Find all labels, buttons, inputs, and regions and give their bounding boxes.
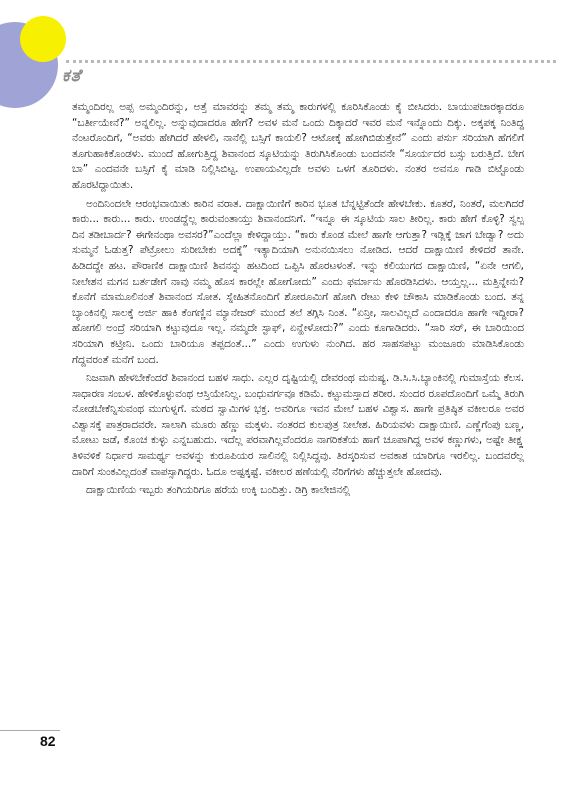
decorative-yellow-circle: [20, 16, 66, 62]
paragraph-2: ಅಂದಿನಿಂದಲೇ ಆರಂಭವಾಯಿತು ಕಾರಿನ ವರಾತ. ದಾಕ್ಷಾಯಿಣಿಗೆ ಕಾರಿನ ಭೂತ ಬೆನ್ನಟ್ಟಿತೆಂದೇ ಹೇಳಬೇಕು. ಕೂತರೆ, ನಿಂತರೆ, ಮಲಗಿದರೆ ಕಾರು... ಕಾರು... ಕಾರು. ಉಂಡದ್ದೆಲ್ಲ ಕಾರುವಂತಾಯ್ತು ಶಿವಾನಂದನಿಗೆ. “ಇನ್ನೂ ಈ ಸ್ಕೂಟಿಯ ಸಾಲ ತೀರಿಲ್ಲ. ಕಾರು ಹೇಗೆ ಕೊಳ್ಳಿ? ಸ್ವಲ್ಪ ದಿನ ತಡೀಬಾರ್ದ? ಈಗೇನಂಥಾ ಅವಸರ?”ಎಂದೆಲ್ಲಾ ಕೇಳಿದ್ದಾಯ್ತು. “ಕಾರು ಕೊಂಡ ಮೇಲೆ ಹಾಗೇ ಆಗುತ್ತಾ? ಇಡ್ಲಿಕ್ಕೆ ಜಾಗ ಬೇಡ್ವಾ? ಅದು ಸುಮ್ಮನೆ ಓಡುತ್ತ? ಪೆಟ್ರೋಲು ಸುರೀಬೇಕು ಅದಕ್ಕೆ” ಇತ್ಯಾದಿಯಾಗಿ ಅನುನಯಿಸಲು ನೋಡಿದ. ಆದರೆ ದಾಕ್ಷಾಯಿಣಿ ಕೇಳಿದರೆ ತಾನೇ. ಹಿಡಿದದ್ದೇ ಹಟ. ಪೌರಾಣಿಕ ದಾಕ್ಷಾಯಿಣಿ ಶಿವನನ್ನು ಹಟದಿಂದ ಒಪ್ಪಿಸಿ ಹೊರಟಳಂತೆ. ಇನ್ನು ಕಲಿಯುಗದ ದಾಕ್ಷಾಯಿಣಿ, “ಏನೇ ಆಗಲಿ, ನೀಲೇಶನ ಮಗನ ಬರ್ತಡೇಗೆ ನಾವು ನಮ್ಮ ಹೊಸ ಕಾರಲ್ಲೇ ಹೋಗೋದು” ಎಂದು ಫರ್ಮಾನು ಹೊರಡಿಸಿದಳು. ಆಯ್ತಲ್ಲ... ಮತ್ತಿನ್ನೇನು? ಕೊನೆಗೆ ಮಾಮೂಲಿನಂತೆ ಶಿವಾನಂದ ಸೋತ. ಸ್ನೇಹಿತನೊಂದಿಗೆ ಶೋರೂಮಿಗೆ ಹೋಗಿ ರೇಟು ಕೇಳಿ ಚೌಕಾಸಿ ಮಾಡಿಕೊಂಡು ಬಂದ. ತನ್ನ ಬ್ಯಾಂಕಿನಲ್ಲಿ ಸಾಲಕ್ಕೆ ಅರ್ಜಿ ಹಾಕಿ ಕೆಂಗಣ್ಣಿನ ಮ್ಯಾನೇಜರ್ ಮುಂದೆ ತಲೆ ತಗ್ಗಿಸಿ ನಿಂತ. “ಏನ್ರೀ, ಸಾಲವಿಲ್ಲದೆ ಎಂದಾದರೂ ಹಾಗೇ ಇದ್ದೀರಾ? ಹೋಗಲಿ ಅಂದ್ರೆ ಸರಿಯಾಗಿ ಕಟ್ಟುವುದೂ ಇಲ್ಲ. ನಮ್ಮದೇ ಸ್ಟಾಫ್, ಏನ್ಹೇಳೋದು?” ಎಂದು ಕೂಗಾಡಿದರು. “ಸಾರಿ ಸರ್, ಈ ಬಾರಿಯಿಂದ ಸರಿಯಾಗಿ ಕಟ್ತೀನಿ. ಒಂದು ಬಾರಿಯೂ ತಪ್ಪದಂತೆ...” ಎಂದು ಉಗುಳು ನುಂಗಿದ. ಹರ ಸಾಹಸಪಟ್ಟು ಮಂಜೂರು ಮಾಡಿಸಿಕೊಂಡು ಗೆದ್ದವರಂತೆ ಮನೆಗೆ ಬಂದ.: [72, 197, 524, 366]
article-body: [72, 100, 524, 502]
paragraph-4: ದಾಕ್ಷಾಯಿಣಿಯ ಇಬ್ಬರು ತಂಗಿಯರಿಗೂ ಹರೆಯ ಉಕ್ಕಿ ಬಂದಿತ್ತು. ಡಿಗ್ರಿ ಕಾಲೇಜಿನಲ್ಲಿ: [86, 484, 351, 497]
paragraph-1: ತಮ್ಮಂದಿರಲ್ಲ ಅಪ್ಪ ಅಮ್ಮಂದಿರನ್ನು, ಅತ್ತೆ ಮಾವರನ್ನು ತಮ್ಮ ತಮ್ಮ ಕಾರುಗಳಲ್ಲಿ ಕೂರಿಸಿಕೊಂಡು ಕೈ ಬೀಸಿದರು. ಬಾಯುಪಚಾರಕ್ಕಾದರೂ “ಬರ್ತೀಯೇನೆ?” ಅನ್ನಲಿಲ್ಲ. ಅನ್ನುವುದಾದರೂ ಹೇಗೆ? ಅವಳ ಮನೆ ಒಂದು ದಿಕ್ಕಾದರೆ ಇವರ ಮನೆ ಇನ್ನೊಂದು ದಿಕ್ಕು. ಅಕ್ಕಪಕ್ಕ ನಿಂತಿದ್ದ ನೆಂಟರೊಂದಿಗೆ, “ಅವರು ಹೇಗಿದರೆ ಹೇಳಲಿ, ನಾನೆಲ್ಲಿ ಬಸ್ಸಿಗೆ ಕಾಯಲಿ? ಆಟೋಕ್ಕೆ ಹೋಗಿಬಿಡುತ್ತೇನೆ” ಎಂದು ಪರ್ಸು ಸರಿಯಾಗಿ ಹೆಗಲಿಗೆ ತೂಗುಹಾಕಿಕೊಂಡಳು. ಮುಂದೆ ಹೋಗುತ್ತಿದ್ದ ಶಿವಾನಂದ ಸ್ಕೂಟಿಯನ್ನು ತಿರುಗಿಸಿಕೊಂಡು ಬಂದವನೇ “ಸೂರ್ಯದರ ಬಸ್ಸು ಬರುತ್ತಿದೆ. ಬೇಗ ಬಾ” ಎಂದವನೇ ಬಸ್ಸಿಗೆ ಕೈ ಮಾಡಿ ನಿಲ್ಲಿಸಿಬಿಟ್ಟ. ಉಪಾಯವಿಲ್ಲದೇ ಅವಳು ಒಳಗೆ ತೂರಿದಳು. ನಂತರ ಅವನೂ ಗಾಡಿ ಬಿಟ್ಟೊಂಡು ಹೊರಟಿದ್ದಾಯಿತು.: [72, 101, 524, 191]
paragraph-3: ನಿಜವಾಗಿ ಹೇಳಬೇಕೆಂದರೆ ಶಿವಾನಂದ ಬಹಳ ಸಾಧು. ಎಲ್ಲರ ದೃಷ್ಟಿಯಲ್ಲಿ ದೇವರಂಥ ಮನುಷ್ಯ. ಡಿ.ಸಿ.ಸಿ.ಬ್ಯಾಂಕಿನಲ್ಲಿ ಗುಮಾಸ್ತೆಯ ಕೆಲಸ. ಸಾಧಾರಣ ಸಂಬಳ. ಹೇಳಿಕೊಳ್ಳುವಂಥ ಆಸ್ತಿಯೇನಿಲ್ಲ. ಬಂಧುವರ್ಗವೂ ಕಡಿಮೆ. ಕಟ್ಟುಮಸ್ತಾದ ಶರೀರ. ಸುಂದರ ರೂಪದೊಂದಿಗೆ ಒಮ್ಮೆ ತಿರುಗಿ ನೋಡಬೇಕೆನ್ನಿಸುವಂಥ ಮುಗುಳ್ನಗೆ. ಮಠದ ಸ್ವಾಮಿಗಳ ಭಕ್ತ. ಅವರಿಗೂ ಇವನ ಮೇಲೆ ಬಹಳ ವಿಶ್ವಾಸ. ಹಾಗೇ ಪ್ರತಿಷ್ಠಿತ ವಕೀಲರೂ ಅವರ ವಿಶ್ವಾಸಕ್ಕೆ ಪಾತ್ರರಾದವರೇ. ಸಾಲಾಗಿ ಮೂರು ಹೆಣ್ಣು ಮಕ್ಕಳು. ನಂತರದ ಕುಲಪುತ್ರ ನೀಲೇಶ. ಹಿರಿಯವಳು ದಾಕ್ಷಾಯಿಣಿ. ಎಣ್ಣೆಗೆಂಪು ಬಣ್ಣ, ಮೋಟು ಜಡೆ, ಕೊಂಚ ಕುಳ್ಳು ಎನ್ನಬಹುದು. ಇದೆಲ್ಲ ಪರವಾಗಿಲ್ಲವೆಂದರೂ ನಾಗರಿಕತೆಯ ಹಾಗೆ ಚೂಪಾಗಿದ್ದ ಅವಳ ಕಣ್ಣುಗಳು, ಅಷ್ಟೇ ತೀಕ್ಷ್ಣ ತಿಳಿವಳಿಕೆ ನಿರ್ಧಾರ ಸಾಮರ್ಥ್ಯ ಅವಳನ್ನು ಕುರೂಪಿಯರ ಸಾಲಿನಲ್ಲಿ ನಿಲ್ಲಿಸಿದ್ದವು. ತಿರಸ್ಕರಿಸುವ ಅವಕಾಶ ಯಾರಿಗೂ ಇರಲಿಲ್ಲ. ಬಂದವರೆಲ್ಲ ದಾರಿಗೆ ಸುಂಕವಿಲ್ಲದಂತೆ ವಾಪಸ್ಸಾಗಿದ್ದರು. ಓದೂ ಅಷ್ಟಕ್ಕಷ್ಟೆ. ವಕೀಲರ ಹಣೆಯಲ್ಲಿ ನೆರಿಗೆಗಳು ಹೆಚ್ಚುತ್ತಲೇ ಹೋದವು.: [72, 372, 524, 478]
section-label: ಕತೆ: [62, 66, 82, 86]
dotted-header-rule: [66, 60, 556, 63]
page-number: 82: [40, 733, 56, 749]
